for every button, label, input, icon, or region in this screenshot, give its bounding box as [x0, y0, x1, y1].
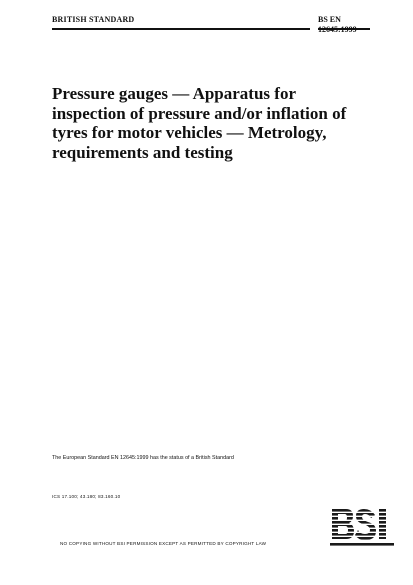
bsi-logo-letters: [330, 505, 394, 549]
standard-number-line1: BS EN: [318, 15, 341, 24]
bsi-logo: [330, 505, 394, 549]
standard-number-line2: 12645:1999: [318, 25, 357, 34]
bsi-logo-underline: [330, 543, 394, 546]
header-rule-left: [52, 28, 310, 30]
status-statement: The European Standard EN 12645:1999 has the status of a British Standard: [52, 455, 234, 461]
copyright-notice: NO COPYING WITHOUT BSI PERMISSION EXCEPT AS PERMITTED BY COPYRIGHT LAW: [60, 541, 267, 546]
publisher-label: BRITISH STANDARD: [52, 15, 135, 24]
standard-number: [318, 15, 378, 35]
document-title: Pressure gauges — Apparatus for inspection of pressure and/or inflation of tyres for motor vehicles — Metrology, requirements and testing: [52, 84, 347, 162]
ics-codes: ICS 17.100; 43.180; 83.160.10: [52, 494, 121, 499]
